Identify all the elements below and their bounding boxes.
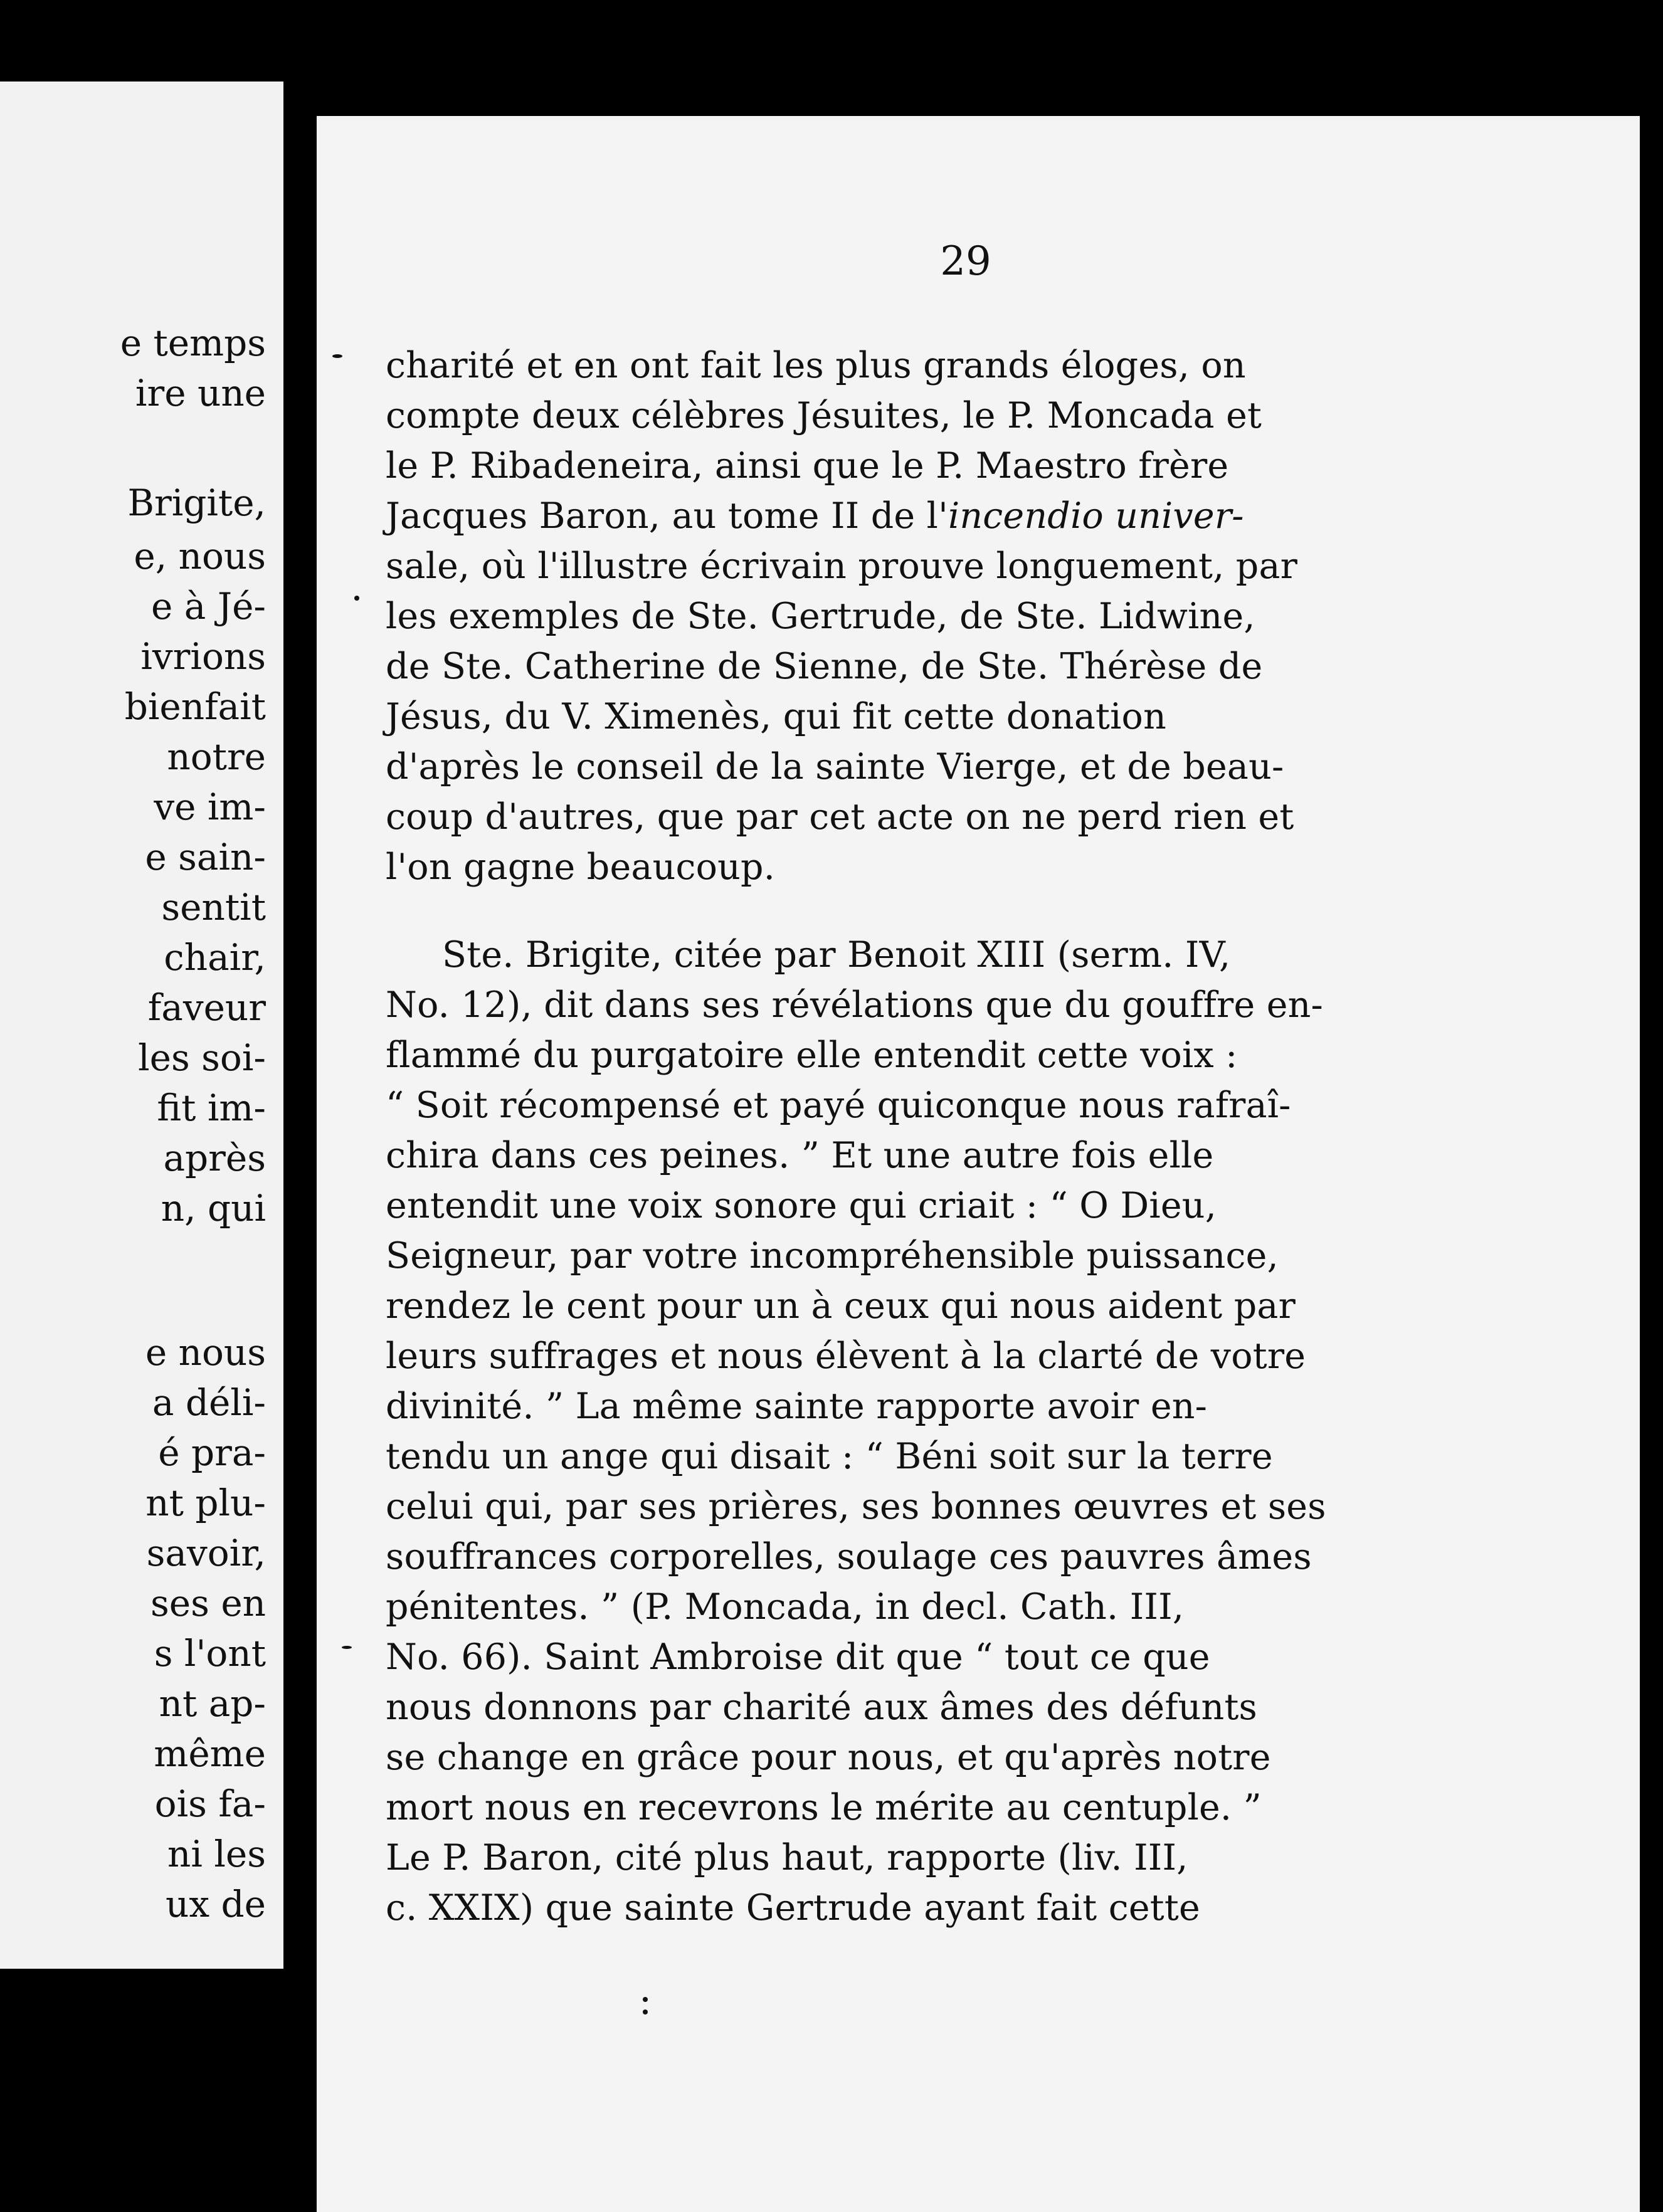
margin-mark <box>354 596 359 601</box>
text-line: leurs suffrages et nous élèvent à la clarté de votre <box>386 1335 1306 1377</box>
margin-mark <box>643 1997 648 2002</box>
left-fragment: Brigite, <box>127 482 266 524</box>
left-fragment: faveur <box>147 986 266 1029</box>
left-fragment: e nous <box>145 1331 266 1374</box>
margin-mark <box>643 2009 648 2014</box>
text-line: Seigneur, par votre incompréhensible puissance, <box>386 1235 1279 1277</box>
text-line: mort nous en recevrons le mérite au centuple. ” <box>386 1787 1262 1828</box>
text-line: souffrances corporelles, soulage ces pauvres âmes <box>386 1536 1312 1577</box>
text-line: coup d'autres, que par cet acte on ne perd rien et <box>386 796 1294 838</box>
text-line: No. 66). Saint Ambroise dit que “ tout ce que <box>386 1636 1210 1678</box>
left-fragment: ire une <box>135 372 266 414</box>
left-fragment: même <box>154 1732 266 1775</box>
text-line: pénitentes. ” (P. Moncada, in decl. Cath. III, <box>386 1586 1185 1628</box>
left-fragment: é pra- <box>158 1431 266 1474</box>
text-line: l'on gagne beaucoup. <box>386 846 776 888</box>
right-page <box>317 116 1640 2212</box>
text-line: se change en grâce pour nous, et qu'après notre <box>386 1737 1271 1778</box>
left-fragment: n, qui <box>161 1187 266 1230</box>
left-fragment: sentit <box>161 886 266 929</box>
left-fragment: s l'ont <box>154 1632 266 1675</box>
left-fragment: notre <box>167 735 266 778</box>
text-line: les exemples de Ste. Gertrude, de Ste. Lidwine, <box>386 596 1255 637</box>
text-line: sale, où l'illustre écrivain prouve longuement, par <box>386 545 1298 587</box>
left-fragment: nt ap- <box>159 1682 266 1725</box>
left-fragment: fit im- <box>157 1087 266 1129</box>
body-text <box>317 116 1640 2212</box>
text-line: Le P. Baron, cité plus haut, rapporte (liv. III, <box>386 1837 1188 1878</box>
left-fragment: ses en <box>150 1582 266 1625</box>
text-line: flammé du purgatoire elle entendit cette voix : <box>386 1035 1238 1076</box>
text-line: tendu un ange qui disait : “ Béni soit sur la terre <box>386 1436 1273 1477</box>
text-line: chira dans ces peines. ” Et une autre fois elle <box>386 1135 1214 1176</box>
left-page <box>0 82 283 1969</box>
left-fragment: ivrions <box>140 635 266 678</box>
left-fragment: e à Jé- <box>151 585 266 628</box>
text-line: charité et en ont fait les plus grands éloges, on <box>386 345 1246 386</box>
text-line: rendez le cent pour un à ceux qui nous aident par <box>386 1285 1296 1327</box>
page-number: 29 <box>940 238 991 285</box>
text-line: “ Soit récompensé et payé quiconque nous rafraî- <box>386 1085 1291 1126</box>
margin-mark <box>332 354 342 358</box>
italic-title: incendio univer- <box>948 495 1244 537</box>
text-line: de Ste. Catherine de Sienne, de Ste. Thérèse de <box>386 646 1263 687</box>
text-line: compte deux célèbres Jésuites, le P. Moncada et <box>386 395 1262 436</box>
left-fragment: savoir, <box>146 1532 266 1574</box>
text-line: Jésus, du V. Ximenès, qui fit cette donation <box>386 696 1166 737</box>
left-fragment: ve im- <box>154 786 266 828</box>
text-line: d'après le conseil de la sainte Vierge, et de beau- <box>386 746 1284 787</box>
text-line-start: Jacques Baron, au tome II de l' <box>386 495 948 537</box>
left-fragment: les soi- <box>138 1036 266 1079</box>
text-line: entendit une voix sonore qui criait : “ O Dieu, <box>386 1185 1217 1226</box>
left-fragment: chair, <box>164 936 266 979</box>
text-line: divinité. ” La même sainte rapporte avoir en- <box>386 1386 1208 1427</box>
left-fragment: e temps <box>120 322 266 364</box>
left-fragment: e sain- <box>145 836 266 878</box>
text-line: le P. Ribadeneira, ainsi que le P. Maestro frère <box>386 445 1229 487</box>
left-fragment: bienfait <box>124 685 266 728</box>
left-fragment: après <box>163 1137 266 1179</box>
left-fragment: ni les <box>167 1833 266 1875</box>
left-fragment: ux de <box>166 1883 266 1925</box>
left-fragment: ois fa- <box>154 1783 266 1825</box>
text-line: Ste. Brigite, citée par Benoit XIII (serm. IV, <box>442 934 1231 976</box>
left-fragment: a déli- <box>152 1381 266 1424</box>
left-fragment: e, nous <box>134 535 266 577</box>
text-line: No. 12), dit dans ses révélations que du gouffre en- <box>386 984 1324 1026</box>
text-line: nous donnons par charité aux âmes des défunts <box>386 1687 1257 1728</box>
text-line: celui qui, par ses prières, ses bonnes œuvres et ses <box>386 1486 1326 1527</box>
text-line: c. XXIX) que sainte Gertrude ayant fait cette <box>386 1887 1200 1929</box>
left-fragment: nt plu- <box>145 1482 266 1524</box>
text-line <box>386 495 1539 537</box>
margin-mark <box>342 1646 352 1649</box>
